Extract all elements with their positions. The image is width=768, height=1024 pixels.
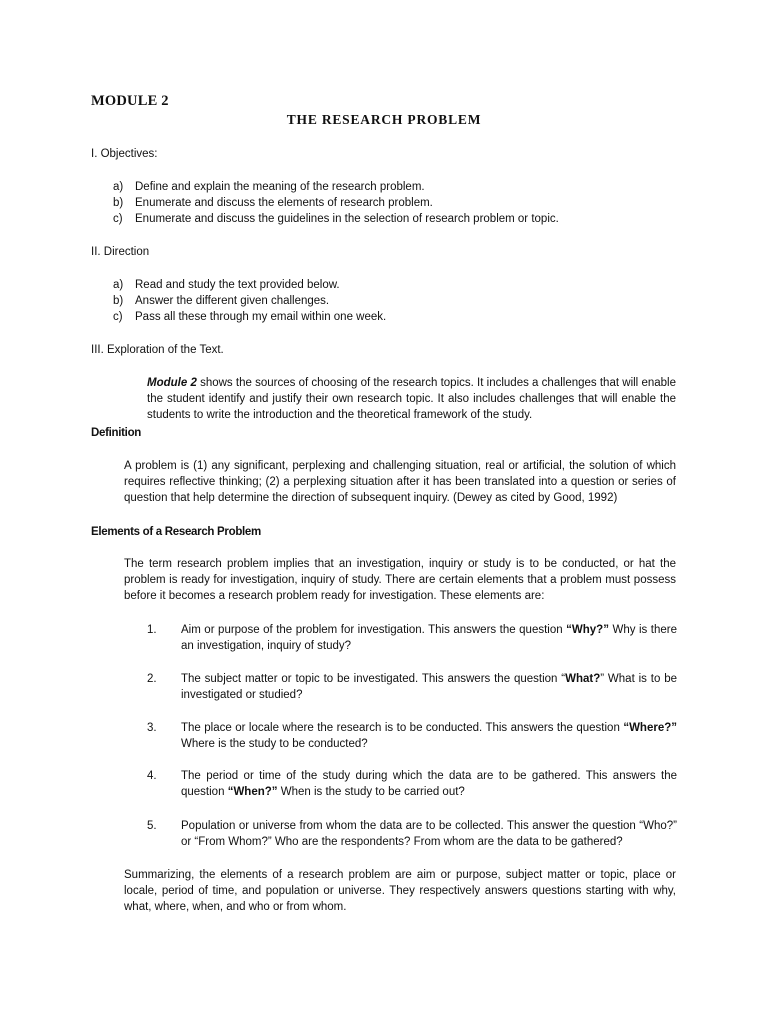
element-item	[147, 768, 677, 800]
list-item-text: Answer the different given challenges.	[135, 295, 330, 307]
element-number: 3.	[147, 722, 157, 734]
list-marker: c)	[113, 311, 123, 323]
element-number: 2.	[147, 673, 157, 685]
element-text: The period or time of the study during which the data are to be gathered. This answers the question “When?” When is the study to be carried out?	[181, 770, 677, 798]
element-number: 5.	[147, 820, 157, 832]
objectives-heading: I. Objectives:	[91, 148, 158, 160]
list-item	[113, 195, 693, 211]
list-item	[113, 293, 693, 309]
list-item-text: Pass all these through my email within one week.	[135, 311, 387, 323]
exploration-heading: III. Exploration of the Text.	[91, 344, 224, 356]
element-text: Population or universe from whom the data are to be collected. This answer the question “Who?” or “From Whom?” Who are the respondents? From whom are the data to be gathered?	[181, 820, 677, 848]
exploration-text: shows the sources of choosing of the research topics. It includes a challenges that will enable the student identify and justify their own research topic. It also includes challenges that will enable the students to write the introduction and the theoretical framework of the study.	[147, 377, 676, 421]
list-marker: a)	[113, 279, 124, 291]
list-marker: c)	[113, 213, 123, 225]
list-item	[113, 179, 693, 195]
element-number: 1.	[147, 624, 157, 636]
definition-heading: Definition	[91, 427, 142, 439]
definition-paragraph: A problem is (1) any significant, perplexing and challenging situation, real or artificial, the solution of which requires reflective thinking; (2) a perplexing situation after it has been translated into a question or series of question that help determine the direction of subsequent inquiry. (Dewey as cited by Good, 1992)	[124, 460, 676, 504]
elements-intro-paragraph: The term research problem implies that an investigation, inquiry or study is to be conducted, or hat the problem is ready for investigation, inquiry of study. There are certain elements that a problem must possess before it becomes a research problem ready for investigation. These elements are:	[124, 558, 676, 602]
direction-heading: II. Direction	[91, 246, 150, 258]
element-item	[147, 671, 677, 703]
list-marker: b)	[113, 197, 124, 209]
element-text: The place or locale where the research is to be conducted. This answers the question “Where?” Where is the study to be conducted?	[181, 722, 677, 750]
element-item	[147, 720, 677, 752]
list-item-text: Define and explain the meaning of the research problem.	[135, 181, 425, 193]
elements-heading: Elements of a Research Problem	[91, 526, 261, 538]
list-marker: b)	[113, 295, 124, 307]
list-item-text: Enumerate and discuss the guidelines in the selection of research problem or topic.	[135, 213, 559, 225]
element-item	[147, 818, 677, 850]
list-item-text: Read and study the text provided below.	[135, 279, 340, 291]
direction-list	[113, 277, 693, 325]
element-item	[147, 622, 677, 654]
summary-paragraph: Summarizing, the elements of a research problem are aim or purpose, subject matter or topic, place or locale, period of time, and population or universe. They respectively answers questions starting with why, what, where, when, and who or from whom.	[124, 869, 676, 913]
element-text: The subject matter or topic to be investigated. This answers the question “What?” What is to be investigated or studied?	[181, 673, 677, 701]
element-text: Aim or purpose of the problem for investigation. This answers the question “Why?” Why is there an investigation, inquiry of study?	[181, 624, 678, 652]
list-item	[113, 277, 693, 293]
list-item-text: Enumerate and discuss the elements of research problem.	[135, 197, 433, 209]
list-item	[113, 309, 693, 325]
module-label: MODULE 2	[91, 93, 169, 109]
list-item	[113, 211, 693, 227]
document-title: THE RESEARCH PROBLEM	[286, 112, 482, 127]
exploration-paragraph	[147, 375, 676, 423]
objectives-list	[113, 179, 693, 227]
element-number: 4.	[147, 770, 157, 782]
list-marker: a)	[113, 181, 124, 193]
module-emphasis: Module 2	[147, 377, 197, 389]
